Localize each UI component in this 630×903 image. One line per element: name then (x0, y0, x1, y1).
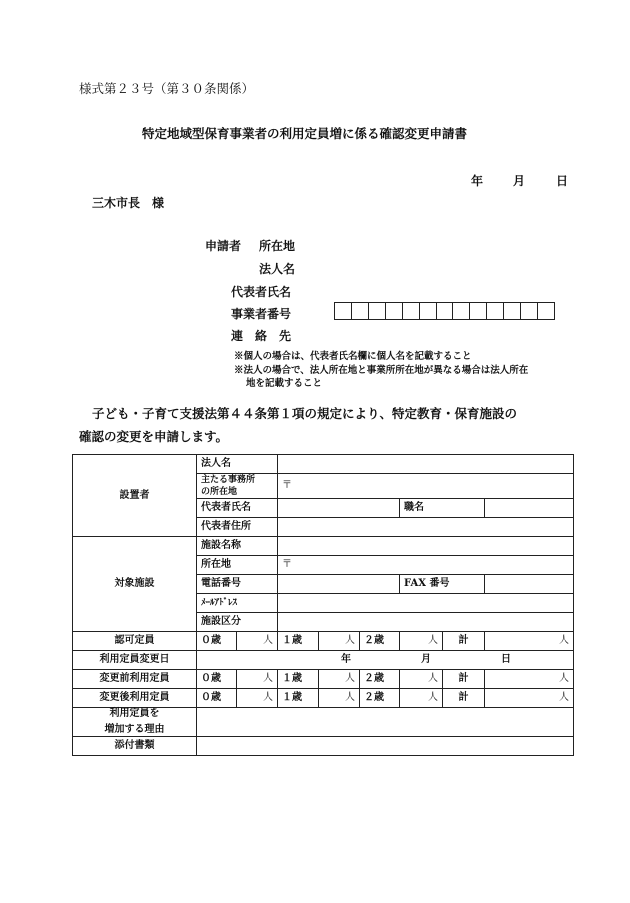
application-table (72, 454, 574, 756)
before-age1-unit[interactable]: 人 (319, 670, 360, 689)
main-office-label-line1: 主たる事務所 (201, 475, 256, 485)
location-field[interactable] (278, 556, 574, 575)
approved-capacity-label: 認可定員 (73, 632, 197, 651)
change-date-label: 利用定員変更日 (73, 651, 197, 670)
business-number-boxes[interactable] (334, 302, 555, 320)
after-capacity-label: 変更後利用定員 (73, 689, 197, 708)
position-field[interactable] (485, 499, 574, 518)
attachments-field[interactable] (197, 737, 574, 756)
after-age1-unit[interactable]: 人 (319, 689, 360, 708)
approved-total-unit[interactable]: 人 (485, 632, 574, 651)
location-label: 所在地 (197, 556, 278, 575)
approved-age0-label: ０歳 (197, 632, 237, 651)
change-date-day: 日 (501, 654, 511, 665)
approved-total-label: 計 (443, 632, 485, 651)
applicant-contact-label: 連 絡 先 (231, 329, 292, 343)
approved-age1-label: １歳 (278, 632, 319, 651)
fax-field[interactable] (485, 575, 574, 594)
after-total-unit[interactable]: 人 (485, 689, 574, 708)
change-date-year: 年 (341, 654, 351, 665)
note-corporation-cont: 地を記載すること (246, 378, 323, 389)
note-corporation: ※法人の場合で、法人所在地と事業所所在地が異なる場合は法人所在 (234, 365, 529, 376)
approved-age0-unit[interactable]: 人 (237, 632, 278, 651)
body-text-line1: 子ども・子育て支援法第４４条第１項の規定により、特定教育・保育施設の (92, 406, 518, 421)
reason-label (73, 708, 197, 737)
rep-name-field[interactable] (278, 499, 400, 518)
applicant-rep-label: 代表者氏名 (231, 285, 292, 299)
before-age0-unit[interactable]: 人 (237, 670, 278, 689)
date-year: 年 (471, 174, 484, 188)
corp-name-field[interactable] (278, 455, 574, 474)
before-total-unit[interactable]: 人 (485, 670, 574, 689)
email-label: ﾒｰﾙｱﾄﾞﾚｽ (197, 594, 278, 613)
after-age2-unit[interactable]: 人 (400, 689, 443, 708)
date-day: 日 (556, 174, 569, 188)
after-age1-label: １歳 (278, 689, 319, 708)
corp-name-label: 法人名 (197, 455, 278, 474)
facility-name-field[interactable] (278, 537, 574, 556)
before-capacity-label: 変更前利用定員 (73, 670, 197, 689)
phone-label: 電話番号 (197, 575, 278, 594)
position-label: 職名 (400, 499, 485, 518)
facility-type-label: 施設区分 (197, 613, 278, 632)
applicant-heading: 申請者 (205, 239, 242, 253)
document-title: 特定地域型保育事業者の利用定員増に係る確認変更申請書 (142, 126, 468, 141)
phone-field[interactable] (278, 575, 400, 594)
main-office-field[interactable] (278, 474, 574, 499)
body-text-line2: 確認の変更を申請します。 (79, 429, 229, 444)
reason-field[interactable] (197, 708, 574, 737)
facility-cell: 対象施設 (73, 537, 197, 632)
addressee: 三木市長 様 (92, 196, 165, 210)
approved-age2-label: ２歳 (360, 632, 400, 651)
postal-mark: 〒 (282, 480, 292, 491)
after-age2-label: ２歳 (360, 689, 400, 708)
email-field[interactable] (278, 594, 574, 613)
after-age0-unit[interactable]: 人 (237, 689, 278, 708)
founder-cell: 設置者 (73, 455, 197, 537)
before-age0-label: ０歳 (197, 670, 237, 689)
after-age0-label: ０歳 (197, 689, 237, 708)
postal-mark-2: 〒 (282, 559, 292, 570)
note-individual: ※個人の場合は、代表者氏名欄に個人名を記載すること (234, 351, 472, 362)
applicant-corp-label: 法人名 (259, 262, 296, 276)
form-number: 様式第２３号（第３０条関係） (79, 81, 255, 96)
change-date-month: 月 (421, 654, 431, 665)
attachments-label: 添付書類 (73, 737, 197, 756)
change-date-field[interactable] (197, 651, 574, 670)
before-age1-label: １歳 (278, 670, 319, 689)
before-age2-unit[interactable]: 人 (400, 670, 443, 689)
applicant-address-label: 所在地 (259, 239, 296, 253)
fax-label: FAX 番号 (400, 575, 485, 594)
after-total-label: 計 (443, 689, 485, 708)
rep-address-field[interactable] (278, 518, 574, 537)
main-office-label-line2: の所在地 (201, 487, 238, 497)
approved-age1-unit[interactable]: 人 (319, 632, 360, 651)
reason-label-line2: 増加する理由 (104, 724, 165, 735)
rep-address-label: 代表者住所 (197, 518, 278, 537)
facility-name-label: 施設名称 (197, 537, 278, 556)
facility-type-field[interactable] (278, 613, 574, 632)
before-age2-label: ２歳 (360, 670, 400, 689)
main-office-label (197, 474, 278, 499)
date-month: 月 (513, 174, 526, 188)
rep-name-label: 代表者氏名 (197, 499, 278, 518)
approved-age2-unit[interactable]: 人 (400, 632, 443, 651)
applicant-biz-number-label: 事業者番号 (231, 307, 292, 321)
reason-label-line1: 利用定員を (109, 708, 160, 719)
before-total-label: 計 (443, 670, 485, 689)
